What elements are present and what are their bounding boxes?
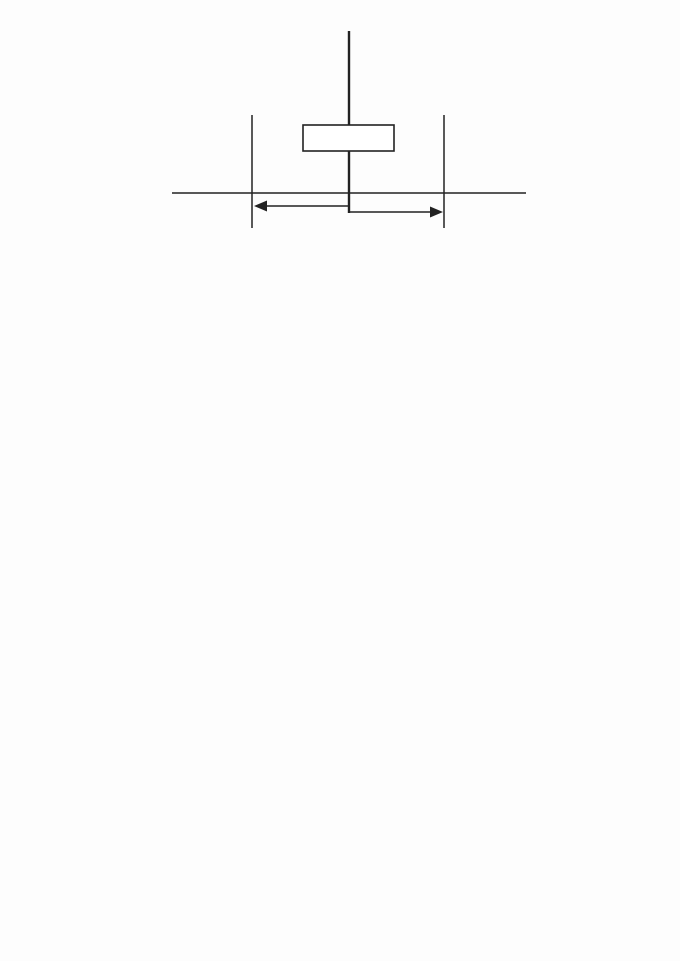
document-page bbox=[0, 0, 680, 238]
left-arrow-head bbox=[254, 201, 267, 212]
pwl-box bbox=[303, 125, 394, 151]
figure-aql-distribution bbox=[6, 8, 673, 238]
normal-distribution-diagram bbox=[6, 8, 680, 238]
right-arrow-head bbox=[430, 207, 443, 218]
